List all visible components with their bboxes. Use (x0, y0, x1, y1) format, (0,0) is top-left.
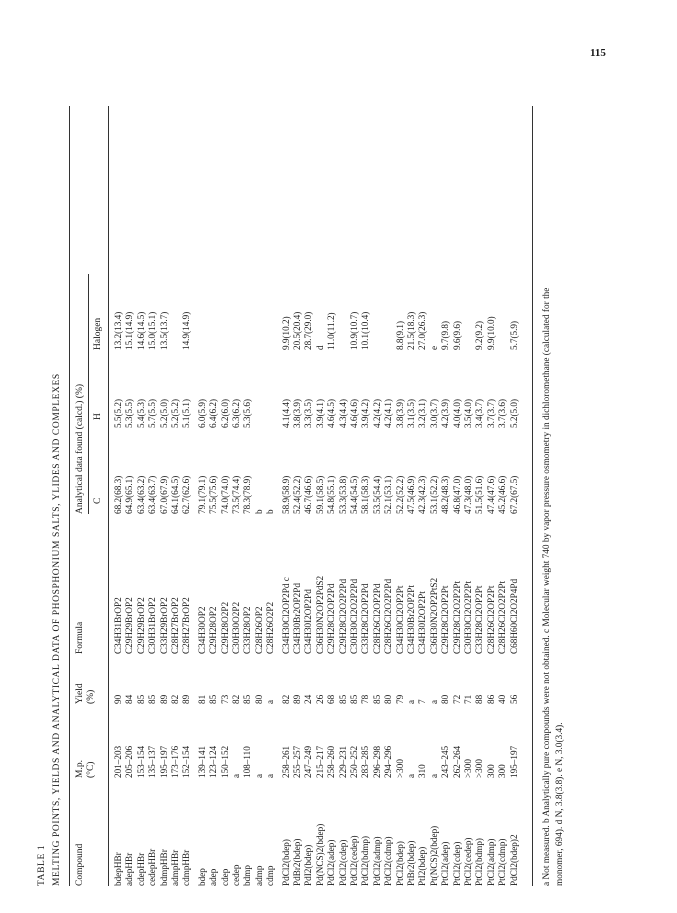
cell-compound: cdepHBr (135, 852, 146, 886)
cell-compound: PtCl2(cdmp) (497, 838, 508, 886)
cell-compound: PdI2(bdep) (303, 844, 314, 886)
cell-mp: 310 (417, 764, 428, 778)
table-row (384, 106, 395, 886)
cell-yield: 26 (314, 694, 325, 704)
cell-compound: bdepHBr (113, 852, 123, 886)
cell-compound: Pt(NCS)2(bdep) (428, 825, 439, 886)
table-row (316, 106, 327, 886)
cell-yield: 24 (303, 694, 314, 704)
cell-mp: 255–257 (292, 745, 302, 778)
cell-mp: 300 (485, 764, 496, 778)
cell-h: 3.9(4.1) (314, 398, 325, 428)
cell-yield: 73 (219, 694, 230, 704)
cell-h: 5.7(5.5) (147, 398, 158, 428)
cell-c: 74.0(74.0) (219, 475, 230, 514)
table-row (255, 106, 266, 886)
cell-yield: a (406, 699, 416, 704)
cell-mp: 123–124 (208, 745, 219, 778)
cell-c: 46.7(46.6) (303, 475, 314, 514)
header-mp-label: M.p. (75, 760, 85, 778)
cell-c: 53.1(52.2) (428, 475, 439, 514)
cell-mp: a (428, 773, 439, 778)
cell-h: 3.9(4.2) (360, 398, 371, 428)
table-row (510, 106, 521, 886)
footnote-line-2: monomer, 694). d N, 3.8(3.8). e N, 3.0(3.4). (555, 722, 565, 886)
table-row (209, 106, 220, 886)
cell-c: 78.3(78.9) (242, 475, 253, 514)
cell-c: 68.2(68.3) (113, 475, 123, 514)
table-row (160, 106, 171, 886)
cell-h: 5.3(5.5) (124, 398, 135, 428)
cell-c: 64.1(64.5) (170, 475, 180, 514)
cell-halogen: 13.5(13.7) (158, 311, 169, 350)
cell-compound: PtI2(bdep) (417, 846, 428, 886)
table-row (339, 106, 350, 886)
cell-h: 3.7(3.6) (497, 398, 508, 428)
cell-formula: C29H29BrOP2 (135, 597, 146, 654)
cell-mp: 195–197 (508, 745, 519, 778)
cell-halogen: 15.0(15.1) (147, 311, 158, 350)
cell-c: 47.4(47.6) (485, 475, 496, 514)
cell-h: 4.2(4.1) (383, 398, 394, 428)
cell-formula: C34H30I2OP2Pt (417, 591, 428, 654)
cell-mp: 205–206 (124, 745, 135, 778)
cell-formula: C28H26Cl2O2P2Pt (497, 580, 508, 654)
table-row (396, 106, 407, 886)
cell-compound: admp (253, 865, 264, 886)
cell-formula: C28H27BrOP2 (170, 597, 180, 654)
cell-h: 3.8(3.9) (292, 398, 302, 428)
cell-yield: 90 (113, 694, 123, 704)
cell-mp: a (265, 773, 276, 778)
cell-yield: 71 (463, 694, 473, 704)
header-halogen: Halogen (93, 317, 103, 350)
footnote-line-1: a Not measured. b Analytically pure compounds were not obtained. c Molecular weight 740 by vapor pressure osmometry in dichloromethane (calculated for the (542, 287, 552, 886)
cell-yield: 86 (485, 694, 496, 704)
cell-formula: C33H28Cl2OP2Pt (474, 585, 485, 654)
cell-compound: PtCl2(cdep) (451, 841, 462, 886)
cell-h: 3.8(3.9) (394, 398, 405, 428)
cell-halogen: 9.6(9.6) (451, 320, 462, 350)
header-mp (75, 760, 97, 778)
table-row (487, 106, 498, 886)
cell-yield: 89 (158, 694, 169, 704)
header-rule (108, 106, 109, 886)
cell-halogen: 9.2(9.2) (474, 320, 485, 350)
cell-mp: 139–141 (196, 745, 207, 778)
cell-compound: bdmpHBr (158, 849, 169, 886)
cell-mp: 296–298 (371, 745, 382, 778)
cell-formula: C29H28Cl2OP2Pt (440, 585, 451, 654)
table-row (232, 106, 243, 886)
cell-halogen: 5.7(5.9) (508, 320, 519, 350)
cell-compound: PdCl2(cdmp) (383, 836, 394, 886)
header-analytical: Analytical data found (calcd.) (%) (75, 383, 85, 514)
page-number: 115 (590, 47, 606, 59)
cell-compound: admpHBr (170, 849, 180, 886)
table-row (498, 106, 509, 886)
table-row (182, 106, 193, 886)
cell-halogen: d (314, 345, 325, 350)
cell-halogen: 8.8(9.1) (394, 320, 405, 350)
cell-mp: >300 (463, 759, 473, 778)
cell-compound: adepHBr (124, 852, 135, 886)
cell-formula: C29H28OP2 (208, 606, 219, 654)
cell-yield: 78 (360, 694, 371, 704)
cell-mp: 173–176 (170, 745, 180, 778)
cell-yield: a (428, 699, 439, 704)
cell-compound: PdCl2(cdep) (337, 839, 348, 886)
cell-yield: 72 (451, 694, 462, 704)
table-row (282, 106, 293, 886)
cell-h: 6.2(6.0) (219, 398, 230, 428)
cell-compound: cdep (219, 868, 230, 886)
cell-c: 42.3(42.3) (417, 475, 428, 514)
cell-compound: cdmpHBr (181, 849, 192, 886)
cell-h: 4.1(4.4) (280, 398, 291, 428)
cell-mp: 150–152 (219, 745, 230, 778)
cell-yield: 80 (440, 694, 451, 704)
table-row (441, 106, 452, 886)
cell-yield: 7 (417, 699, 428, 704)
cell-compound: PdCl2(bdep) (280, 839, 291, 886)
cell-compound: bdmp (242, 865, 253, 886)
cell-h: 5.4(5.3) (135, 398, 146, 428)
table-row (171, 106, 182, 886)
cell-halogen: 10.9(10.7) (349, 311, 359, 350)
cell-c: 79.1(79.1) (196, 475, 207, 514)
cell-halogen: 11.0(11.2) (326, 312, 337, 350)
cell-c: 45.2(46.6) (497, 475, 508, 514)
cell-c: 52.1(53.1) (383, 475, 394, 514)
cell-compound: PdCl2(bdmp) (360, 835, 371, 886)
cell-yield: 85 (349, 694, 359, 704)
cell-h: 5.3(5.6) (242, 398, 253, 428)
cell-halogen: 21.5(18.3) (406, 311, 416, 350)
cell-yield: 82 (231, 694, 241, 704)
cell-formula: C34H30OP2 (196, 606, 207, 654)
cell-c: 58.9(58.9) (280, 475, 291, 514)
cell-compound: PtCl2(bdmp) (474, 838, 485, 886)
cell-yield: 85 (337, 694, 348, 704)
cell-formula: C30H30Cl2O2P2Pd (349, 578, 359, 654)
table-row (148, 106, 159, 886)
bottom-rule (532, 106, 533, 886)
cell-mp: a (253, 773, 264, 778)
rotated-table-block (38, 106, 598, 886)
cell-compound: PtCl2(cedep) (463, 837, 473, 886)
cell-mp: 215–217 (314, 745, 325, 778)
cell-h: 4.0(4.0) (451, 398, 462, 428)
cell-compound: adep (208, 868, 219, 886)
cell-formula: C34H30Br2OP2Pt (406, 585, 416, 654)
cell-formula: C29H28O2P2 (219, 601, 230, 654)
cell-mp: >300 (394, 759, 405, 778)
cell-c: 62.7(62.6) (181, 475, 192, 514)
cell-c: 59.1(58.5) (314, 475, 325, 514)
cell-compound: Pd(NCS)2(bdep) (314, 823, 325, 886)
cell-h: 3.5(4.0) (463, 398, 473, 428)
cell-compound: bdep (196, 868, 207, 886)
header-compound: Compound (75, 843, 85, 886)
cell-mp: 135–137 (147, 745, 158, 778)
cell-formula: C28H26Cl2O2P2Pd (383, 578, 394, 654)
cell-formula: C34H30Cl2OP2Pt (394, 585, 405, 654)
cell-c: 54.4(54.5) (349, 475, 359, 514)
cell-formula: C29H28Cl2OP2Pd (326, 583, 337, 654)
cell-mp: 108–110 (242, 746, 253, 778)
cell-yield: 68 (326, 694, 337, 704)
cell-mp: a (231, 773, 241, 778)
cell-compound: PtBr2(bdep) (406, 840, 416, 886)
cell-yield: 80 (253, 694, 264, 704)
cell-c: 47.3(48.0) (463, 475, 473, 514)
cell-c: 54.8(55.1) (326, 475, 337, 514)
cell-yield: 79 (394, 694, 405, 704)
cell-yield: 40 (497, 694, 508, 704)
table-row (293, 106, 304, 886)
cell-yield: 89 (292, 694, 302, 704)
cell-formula: C29H28Cl2O2P2Pt (451, 580, 462, 654)
cell-compound: cedepHBr (147, 848, 158, 886)
table-row (327, 106, 338, 886)
cell-mp: 243–245 (440, 745, 451, 778)
cell-c: 53.3(53.8) (337, 475, 348, 514)
cell-mp: 195–197 (158, 745, 169, 778)
cell-c: b (265, 509, 276, 514)
cell-c: 63.4(63.2) (135, 475, 146, 514)
cell-compound: PtCl2(bdep) (394, 841, 405, 886)
cell-halogen: 14.6(14.5) (135, 311, 146, 350)
cell-mp: 229–231 (337, 745, 348, 778)
cell-yield: 85 (242, 694, 253, 704)
cell-h: 6.3(6.2) (231, 398, 241, 428)
cell-formula: C33H29BrOP2 (158, 597, 169, 654)
cell-compound: PdBr2(bdep) (292, 838, 302, 886)
cell-compound: PdCl2(bdep)2 (508, 834, 519, 886)
table-row (475, 106, 486, 886)
cell-h: 3.4(3.7) (474, 398, 485, 428)
cell-yield: 85 (135, 694, 146, 704)
cell-formula: C33H28Cl2OP2Pd (360, 583, 371, 654)
cell-compound: cedep (231, 864, 241, 886)
table-row (137, 106, 148, 886)
cell-h: 3.7(3.7) (485, 398, 496, 428)
cell-c: 67.0(67.9) (158, 475, 169, 514)
cell-compound: PdCl2(cedep) (349, 835, 359, 886)
cell-formula: C34H30Cl2OP2Pd c (280, 577, 291, 654)
cell-c: 48.2(48.3) (440, 475, 451, 514)
cell-mp: 283–285 (360, 745, 371, 778)
cell-c: 63.4(63.7) (147, 475, 158, 514)
cell-h: 5.1(5.1) (181, 398, 192, 428)
cell-halogen: 20.5(20.4) (292, 311, 302, 350)
cell-halogen: 27.0(26.3) (417, 311, 428, 350)
cell-yield: 56 (508, 694, 519, 704)
header-yield-label: Yield (75, 683, 85, 704)
table-row (407, 106, 418, 886)
cell-halogen: 9.7(9.8) (440, 320, 451, 350)
table-label: TABLE 1 (37, 844, 47, 886)
cell-h: 4.2(4.2) (371, 398, 382, 428)
cell-halogen: 15.1(14.9) (124, 311, 135, 350)
cell-c: 53.5(54.4) (371, 475, 382, 514)
cell-mp: 201–203 (113, 745, 123, 778)
cell-h: 5.2(5.0) (508, 398, 519, 428)
cell-compound: PdCl2(admp) (371, 836, 382, 886)
analytical-subrule (88, 274, 89, 514)
cell-c: 52.2(52.2) (394, 475, 405, 514)
cell-formula: C28H26OP2 (253, 606, 264, 654)
table-row (373, 106, 384, 886)
table-row (418, 106, 429, 886)
cell-c: 51.5(51.6) (474, 475, 485, 514)
table-row (266, 106, 277, 886)
cell-h: 6.4(6.2) (208, 398, 219, 428)
cell-formula: C29H29BrOP2 (124, 597, 135, 654)
cell-compound: cdmp (265, 865, 276, 886)
header-h: H (93, 413, 103, 420)
cell-c: 75.5(75.6) (208, 475, 219, 514)
cell-formula: C34H31BrOP2 (113, 597, 123, 654)
cell-formula: C30H30Cl2O2P2Pt (463, 580, 473, 654)
cell-mp: 153–154 (135, 745, 146, 778)
cell-compound: PtCl2(admp) (485, 838, 496, 886)
cell-yield: 89 (181, 694, 192, 704)
table-row (243, 106, 254, 886)
cell-halogen: e (428, 345, 439, 350)
cell-formula: C28H26Cl2OP2Pt (485, 585, 496, 654)
cell-halogen: 13.2(13.4) (113, 311, 123, 350)
cell-halogen: 9.9(10.2) (280, 316, 291, 350)
cell-mp: 250–252 (349, 745, 359, 778)
cell-mp: 262–264 (451, 745, 462, 778)
cell-halogen: 14.9(14.9) (181, 311, 192, 350)
table-row (350, 106, 361, 886)
cell-compound: PdCl2(adep) (326, 839, 337, 886)
cell-yield: 80 (383, 694, 394, 704)
cell-yield: 85 (147, 694, 158, 704)
cell-formula: C28H26O2P2 (265, 601, 276, 654)
cell-halogen: 10.1(10.4) (360, 311, 371, 350)
cell-h: 4.3(4.4) (337, 398, 348, 428)
table-row (114, 106, 125, 886)
cell-formula: C68H60Cl2O2P4Pd (508, 578, 519, 654)
cell-yield: 82 (170, 694, 180, 704)
cell-h: 5.2(5.2) (170, 398, 180, 428)
cell-formula: C36H30N2OP2PdS2 (314, 575, 325, 654)
cell-formula: C28H26Cl2OP2Pd (371, 583, 382, 654)
cell-compound: PtCl2(adep) (440, 841, 451, 886)
cell-h: 5.5(5.2) (113, 398, 123, 428)
header-formula: Formula (75, 621, 85, 654)
cell-yield: 85 (371, 694, 382, 704)
cell-formula: C28H27BrOP2 (181, 597, 192, 654)
cell-mp: 152–154 (181, 745, 192, 778)
header-mp-unit: (°C) (85, 761, 96, 778)
table-row (430, 106, 441, 886)
cell-yield: 82 (280, 694, 291, 704)
cell-c: 67.2(67.5) (508, 475, 519, 514)
header-yield-unit: (%) (85, 689, 96, 704)
table-row (361, 106, 372, 886)
cell-formula: C30H31BrOP2 (147, 597, 158, 654)
table-row (198, 106, 209, 886)
table-row (221, 106, 232, 886)
header-c: C (93, 497, 103, 504)
cell-h: 3.1(3.5) (406, 398, 416, 428)
cell-mp: 258–260 (326, 745, 337, 778)
cell-formula: C29H28Cl2O2P2Pd (337, 578, 348, 654)
cell-mp: a (406, 773, 416, 778)
cell-halogen: 28.7(29.0) (303, 311, 314, 350)
cell-c: 52.4(52.2) (292, 475, 302, 514)
cell-h: 6.0(5.9) (196, 398, 207, 428)
cell-c: 46.8(47.0) (451, 475, 462, 514)
cell-mp: 247–249 (303, 745, 314, 778)
cell-h: 3.0(3.7) (428, 398, 439, 428)
cell-mp: 258–261 (280, 745, 291, 778)
cell-c: 58.1(58.3) (360, 475, 371, 514)
cell-mp: 300 (497, 764, 508, 778)
cell-h: 4.2(3.9) (440, 398, 451, 428)
cell-yield: 81 (196, 694, 207, 704)
header-yield (75, 683, 97, 704)
cell-halogen: 9.9(10.0) (485, 316, 496, 350)
cell-mp: >300 (474, 759, 485, 778)
cell-yield: 84 (124, 694, 135, 704)
cell-h: 4.6(4.6) (349, 398, 359, 428)
cell-h: 5.2(5.0) (158, 398, 169, 428)
cell-c: 47.5(46.9) (406, 475, 416, 514)
cell-h: 4.6(4.5) (326, 398, 337, 428)
cell-formula: C36H30N2OP2PtS2 (428, 577, 439, 654)
cell-formula: C33H28OP2 (242, 606, 253, 654)
cell-c: 73.5(74.4) (231, 475, 241, 514)
cell-c: b (253, 509, 264, 514)
cell-h: 3.3(3.5) (303, 398, 314, 428)
table-title: MELTING POINTS, YIELDS AND ANALYTICAL DATA OF PHOSPHONIUM SALTS, YLIDES AND COMPLEXES (52, 373, 62, 886)
cell-mp: 294–296 (383, 745, 394, 778)
cell-yield: 88 (474, 694, 485, 704)
table-row (304, 106, 315, 886)
cell-h: 3.2(3.1) (417, 398, 428, 428)
cell-formula: C34H30Br2OP2Pd (292, 583, 302, 654)
cell-formula: C30H30O2P2 (231, 601, 241, 654)
cell-c: 64.9(65.1) (124, 475, 135, 514)
top-rule (69, 106, 70, 886)
table-row (125, 106, 136, 886)
cell-formula: C34H30I2OP2Pd (303, 589, 314, 654)
cell-yield: 85 (208, 694, 219, 704)
table-row (453, 106, 464, 886)
cell-yield: a (265, 699, 276, 704)
table-row (464, 106, 475, 886)
